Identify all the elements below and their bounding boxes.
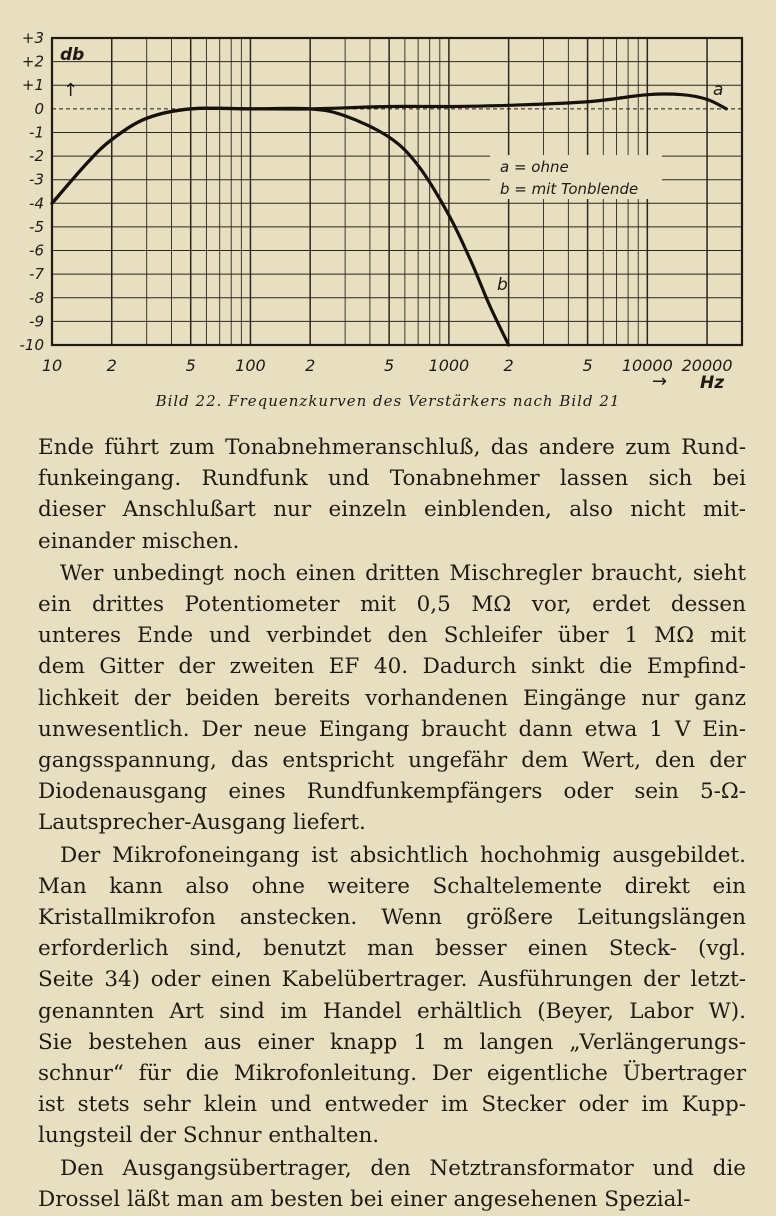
text-line: dieser Anschlußart nur einzeln einblenden, also nicht mit- (38, 497, 746, 523)
y-tick-label: -8 (29, 288, 44, 307)
y-tick-label: -10 (19, 336, 44, 354)
text-line: lungsteil der Schnur enthalten. (38, 1123, 380, 1149)
y-tick-label: -6 (29, 241, 44, 260)
text-line: schnur“ für die Mikrofonleitung. Der eigentliche Übertrager (38, 1061, 746, 1087)
frequency-response-chart (0, 0, 776, 420)
x-tick-label: 2 (106, 356, 117, 375)
text-line: ein drittes Potentiometer mit 0,5 MΩ vor, erdet dessen (38, 592, 746, 618)
y-axis-label: db (60, 45, 85, 65)
x-tick-label: 10 (41, 356, 63, 375)
x-tick-label: 20000 (681, 356, 733, 375)
y-tick-label: -3 (29, 170, 44, 189)
y-tick-label: 0 (34, 99, 44, 118)
text-line: erforderlich sind, benutzt man besser einen Steck- (vgl. (38, 936, 746, 962)
text-line: Drossel läßt man am besten bei einer angesehenen Spezial- (38, 1186, 691, 1212)
text-line: Sie bestehen aus einer knapp 1 m langen „Verlängerungs- (38, 1029, 746, 1055)
y-axis-arrow: ↑ (63, 80, 79, 101)
y-tick-label: -5 (29, 217, 44, 236)
x-tick-label: 5 (582, 356, 593, 375)
x-axis-label: Hz (700, 373, 725, 393)
y-tick-label: -4 (29, 194, 44, 213)
paragraph (38, 840, 746, 1152)
figure-caption: Bild 22. Frequenzkurven des Verstärkers nach Bild 21 (155, 392, 621, 410)
text-line: Seite 34) oder einen Kabelübertrager. Ausführungen der letzt- (38, 967, 746, 993)
curve-label-b: b (497, 275, 508, 295)
y-tick-label: +1 (21, 76, 44, 95)
y-tick-label: -7 (29, 265, 44, 284)
x-tick-label: 2 (503, 356, 514, 375)
x-tick-label: 100 (235, 356, 266, 375)
text-line: lichkeit der beiden bereits vorhandenen Eingänge nur ganz (38, 685, 746, 711)
text-line: unteres Ende und verbindet den Schleifer über 1 MΩ mit (38, 623, 746, 649)
text-line: Der Mikrofoneingang ist absichtlich hochohmig ausgebildet. (60, 842, 746, 868)
paragraph (38, 432, 746, 557)
x-tick-label: 10000 (621, 356, 673, 375)
y-tick-label: -9 (29, 312, 44, 331)
paragraph (38, 1153, 746, 1215)
x-tick-labels (42, 356, 733, 375)
text-line: Ende führt zum Tonabnehmeranschluß, das andere zum Rund- (38, 435, 746, 460)
curve-label-a: a (713, 80, 724, 100)
text-line: unwesentlich. Der neue Eingang braucht dann etwa 1 V Ein- (38, 716, 746, 742)
x-axis-arrow: → (652, 371, 668, 392)
text-line: Kristallmikrofon anstecken. Wenn größere Leitungslängen (38, 905, 746, 931)
text-line: dem Gitter der zweiten EF 40. Dadurch sinkt die Empfind- (38, 654, 746, 680)
x-tick-label: 5 (185, 356, 196, 375)
text-line: Diodenausgang eines Rundfunkempfängers oder sein 5-Ω- (38, 779, 746, 805)
x-tick-label: 5 (384, 356, 395, 375)
y-tick-label: +2 (21, 52, 44, 71)
x-tick-label: 2 (305, 356, 316, 375)
legend-entry-b: b = mit Tonblende (500, 180, 639, 198)
text-line: Den Ausgangsübertrager, den Netztransformator und die (60, 1155, 746, 1181)
text-line: ist stets sehr klein und entweder im Stecker oder im Kupp- (38, 1092, 746, 1118)
y-tick-label: -1 (29, 123, 44, 142)
text-line: Man kann also ohne weitere Schaltelemente direkt ein (38, 873, 746, 899)
body-text (38, 432, 746, 1216)
text-line: funkeingang. Rundfunk und Tonabnehmer lassen sich bei (38, 466, 746, 492)
y-tick-labels (20, 29, 45, 354)
text-line: genannten Art sind im Handel erhältlich (Beyer, Labor W). (38, 998, 746, 1024)
y-tick-label: +3 (21, 29, 44, 47)
text-line: gangsspannung, das entspricht ungefähr dem Wert, den der (38, 748, 746, 774)
x-tick-label: 1000 (428, 356, 470, 375)
text-line: Wer unbedingt noch einen dritten Mischregler braucht, sieht (60, 560, 746, 586)
text-line: Lautsprecher-Ausgang liefert. (38, 810, 366, 836)
y-tick-label: -2 (29, 147, 44, 166)
legend-entry-a: a = ohne (500, 158, 569, 176)
text-line: einander mischen. (38, 528, 240, 554)
paragraph (38, 558, 746, 839)
